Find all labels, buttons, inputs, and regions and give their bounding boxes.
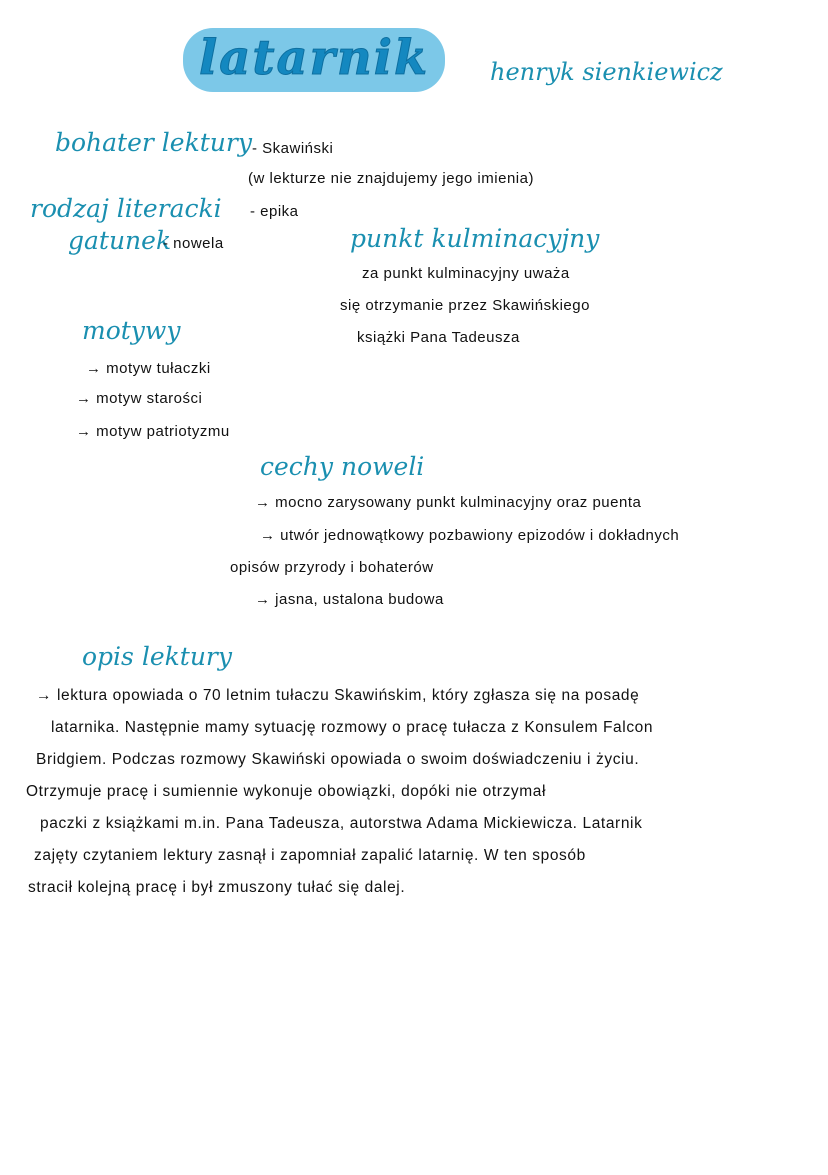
opis-heading: opis lektury [82,642,232,671]
bohater-value: - Skawiński [252,140,334,157]
motyw-item: → motyw tułaczki [86,360,211,377]
cechy-line: opisów przyrody i bohaterów [230,559,434,576]
opis-line: stracił kolejną pracę i był zmuszony tułać się dalej. [28,879,406,896]
motywy-heading: motywy [82,316,181,345]
gatunek-value: - nowela [163,235,224,252]
punkt-heading: punkt kulminacyjny [350,224,600,253]
rodzaj-label: rodzaj literacki [30,194,222,223]
page-title: latarnik [199,30,430,86]
title-badge [183,28,445,92]
opis-line: latarnika. Następnie mamy sytuację rozmowy o pracę tułacza z Konsulem Falcon [51,719,654,736]
cechy-line: → mocno zarysowany punkt kulminacyjny oraz puenta [255,494,642,511]
author: henryk sienkiewicz [490,58,723,86]
motyw-item: → motyw starości [76,390,203,407]
opis-paragraph [26,680,756,904]
opis-line: → lektura opowiada o 70 letnim tułaczu Skawińskim, który zgłasza się na posadę [36,687,640,704]
cechy-line: → jasna, ustalona budowa [255,591,444,608]
punkt-line: się otrzymanie przez Skawińskiego [340,297,590,314]
bohater-note: (w lekturze nie znajdujemy jego imienia) [248,170,534,187]
opis-line: zajęty czytaniem lektury zasnął i zapomniał zapalić latarnię. W ten sposób [34,847,586,864]
punkt-line: książki Pana Tadeusza [357,329,520,346]
cechy-line: → utwór jednowątkowy pozbawiony epizodów i dokładnych [260,527,680,544]
gatunek-label: gatunek [68,226,172,255]
opis-line: Otrzymuje pracę i sumiennie wykonuje obowiązki, dopóki nie otrzymał [26,783,547,800]
opis-line: Bridgiem. Podczas rozmowy Skawiński opowiada o swoim doświadczeniu i życiu. [36,751,640,768]
motyw-item: → motyw patriotyzmu [76,423,230,440]
cechy-heading: cechy noweli [260,452,425,481]
opis-line: paczki z książkami m.in. Pana Tadeusza, autorstwa Adama Mickiewicza. Latarnik [40,815,643,832]
punkt-line: za punkt kulminacyjny uważa [362,265,570,282]
rodzaj-value: - epika [250,203,299,220]
bohater-label: bohater lektury [55,128,252,157]
